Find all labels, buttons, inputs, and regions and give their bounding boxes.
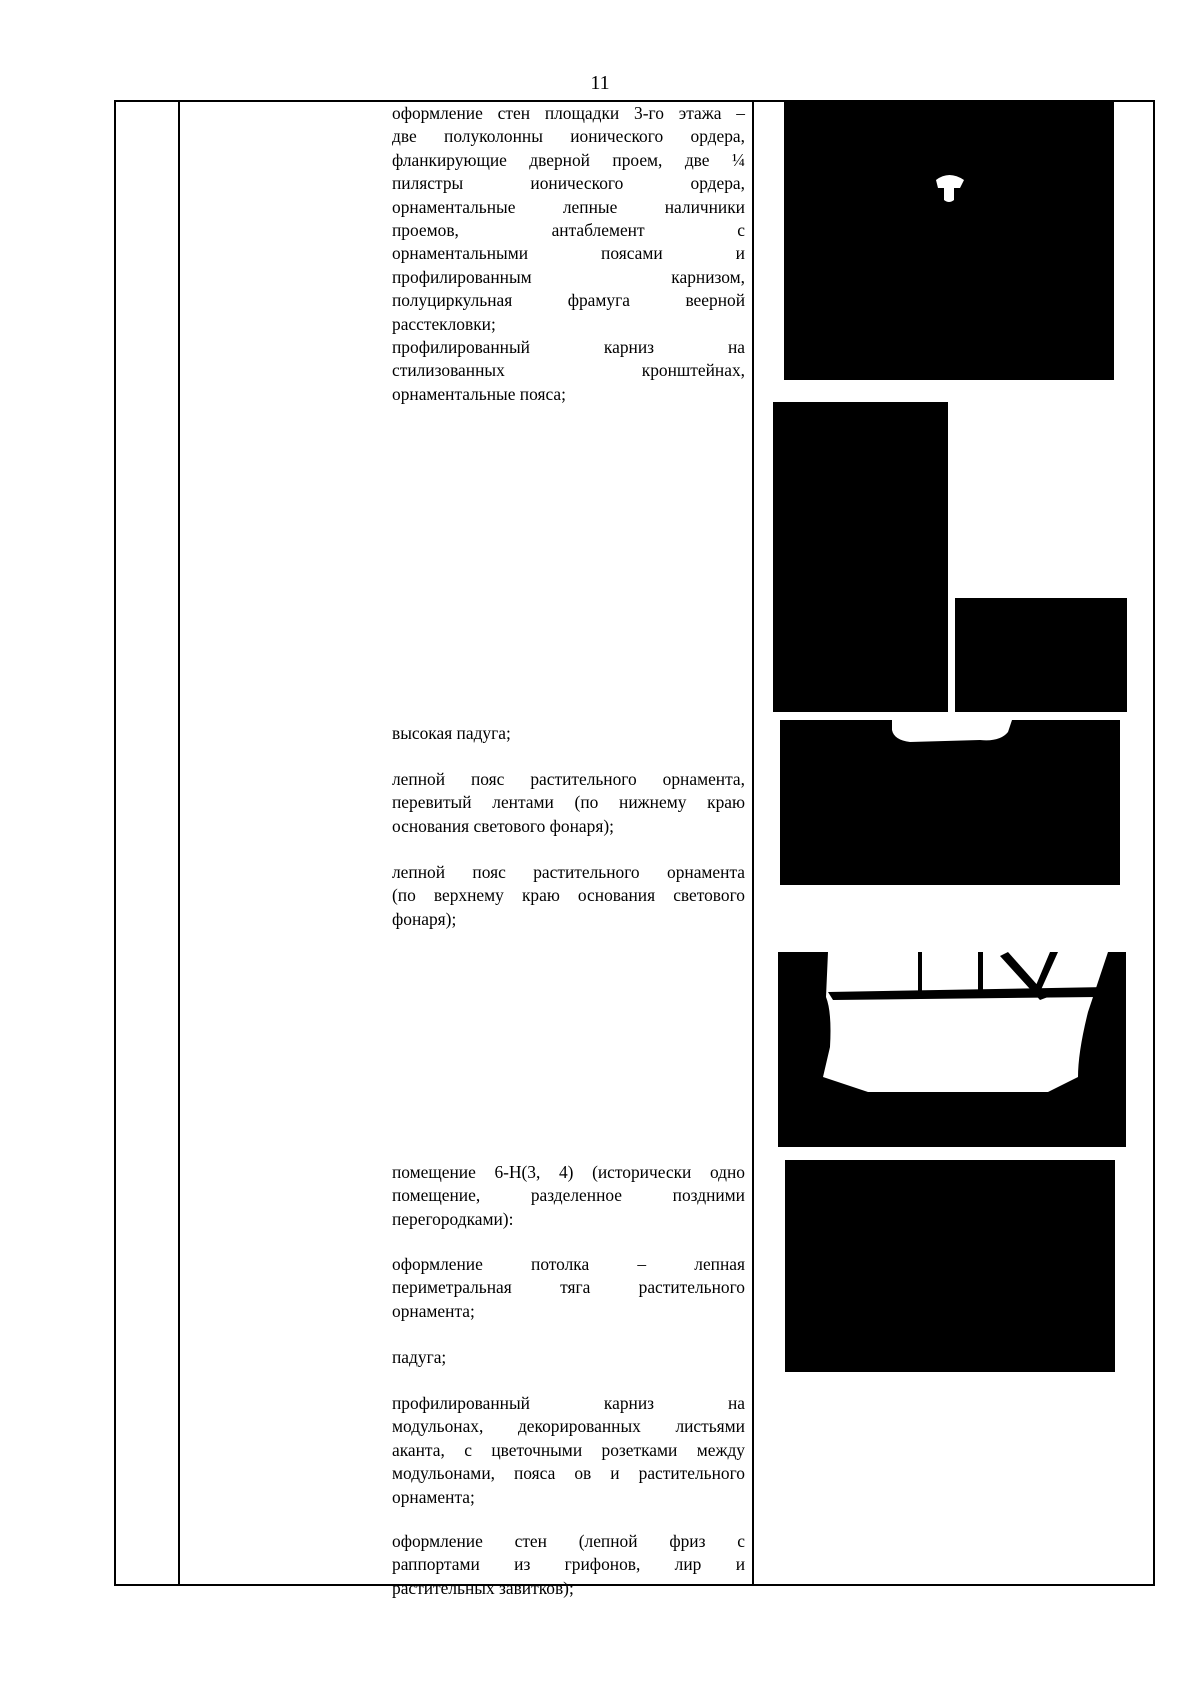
text-line: орнамента;: [392, 1300, 475, 1321]
text-line: (по верхнему краю основания светового: [392, 885, 745, 906]
text-line: орнаментальными поясами и: [392, 243, 745, 264]
page-number: 11: [590, 72, 610, 94]
text-line: помещение, разделенное поздними: [392, 1185, 745, 1206]
entry-cornice-brackets: [392, 336, 745, 406]
entry-ceiling-decoration: [392, 1253, 745, 1323]
text-line: полуциркульная фрамуга веерной: [392, 290, 745, 311]
column-divider-1: [178, 100, 180, 1586]
skylight-edge-icon: [780, 720, 1120, 885]
column-divider-2: [752, 100, 754, 1586]
text-line: раппортами из грифонов, лир и: [392, 1554, 745, 1575]
text-line: орнаментальные лепные наличники: [392, 196, 745, 217]
text-line: оформление стен площадки 3-го этажа –: [392, 103, 745, 123]
text-line: орнаментальные пояса;: [392, 383, 566, 404]
entry-modillion-cornice: [392, 1392, 745, 1509]
text-line: две полуколонны ионического ордера,: [392, 126, 745, 147]
light-fixture-icon: [784, 100, 1114, 380]
text-line: стилизованных кронштейнах,: [392, 360, 745, 381]
text-line: аканта, с цветочными розетками между: [392, 1439, 745, 1460]
text-line: профилированный карниз на: [392, 1393, 745, 1413]
photo-high-cove: [780, 720, 1120, 885]
entry-lower-ornament-belt: [392, 768, 745, 838]
photo-room-6h-ceiling: [785, 1160, 1115, 1372]
text-line: модульонах, декорированных листьями: [392, 1416, 745, 1437]
entry-frieze: [392, 1530, 745, 1600]
entry-wall-decoration-3rd-floor: [392, 102, 745, 336]
skylight-opening-icon: [778, 952, 1126, 1147]
text-line: профилированным карнизом,: [392, 266, 745, 287]
photo-staircase-landing: [784, 100, 1114, 380]
text-line: расстекловки;: [392, 313, 496, 334]
entry-upper-ornament-belt: [392, 861, 745, 931]
text-line: оформление стен (лепной фриз с: [392, 1531, 745, 1551]
text-line: основания светового фонаря);: [392, 815, 614, 836]
text-line: перегородками):: [392, 1208, 514, 1229]
text-line: оформление потолка – лепная: [392, 1254, 745, 1274]
text-line: профилированный карниз на: [392, 337, 745, 357]
photo-skylight: [778, 952, 1126, 1147]
text-line: лепной пояс растительного орнамента: [392, 862, 745, 882]
entry-high-cove: [392, 722, 745, 745]
photo-cornice-detail: [955, 598, 1127, 712]
text-line: проемов, антаблемент с: [392, 220, 745, 241]
text-line: лепной пояс растительного орнамента,: [392, 769, 745, 789]
text-line: падуга;: [392, 1347, 447, 1367]
text-line: фланкирующие дверной проем, две ¼: [392, 149, 745, 170]
text-line: помещение 6-Н(3, 4) (исторически одно: [392, 1162, 745, 1182]
entry-room-6h: [392, 1161, 745, 1231]
entry-cove: [392, 1346, 745, 1369]
text-line: растительных завитков);: [392, 1577, 574, 1598]
text-line: модульонами, пояса ов и растительного: [392, 1463, 745, 1484]
photo-cornice-tall: [773, 402, 948, 712]
text-line: перевитый лентами (по нижнему краю: [392, 792, 745, 813]
text-line: орнамента;: [392, 1486, 475, 1507]
text-line: пилястры ионического ордера,: [392, 173, 745, 194]
text-line: высокая падуга;: [392, 723, 511, 743]
text-line: периметральная тяга растительного: [392, 1277, 745, 1298]
text-line: фонаря);: [392, 908, 457, 929]
